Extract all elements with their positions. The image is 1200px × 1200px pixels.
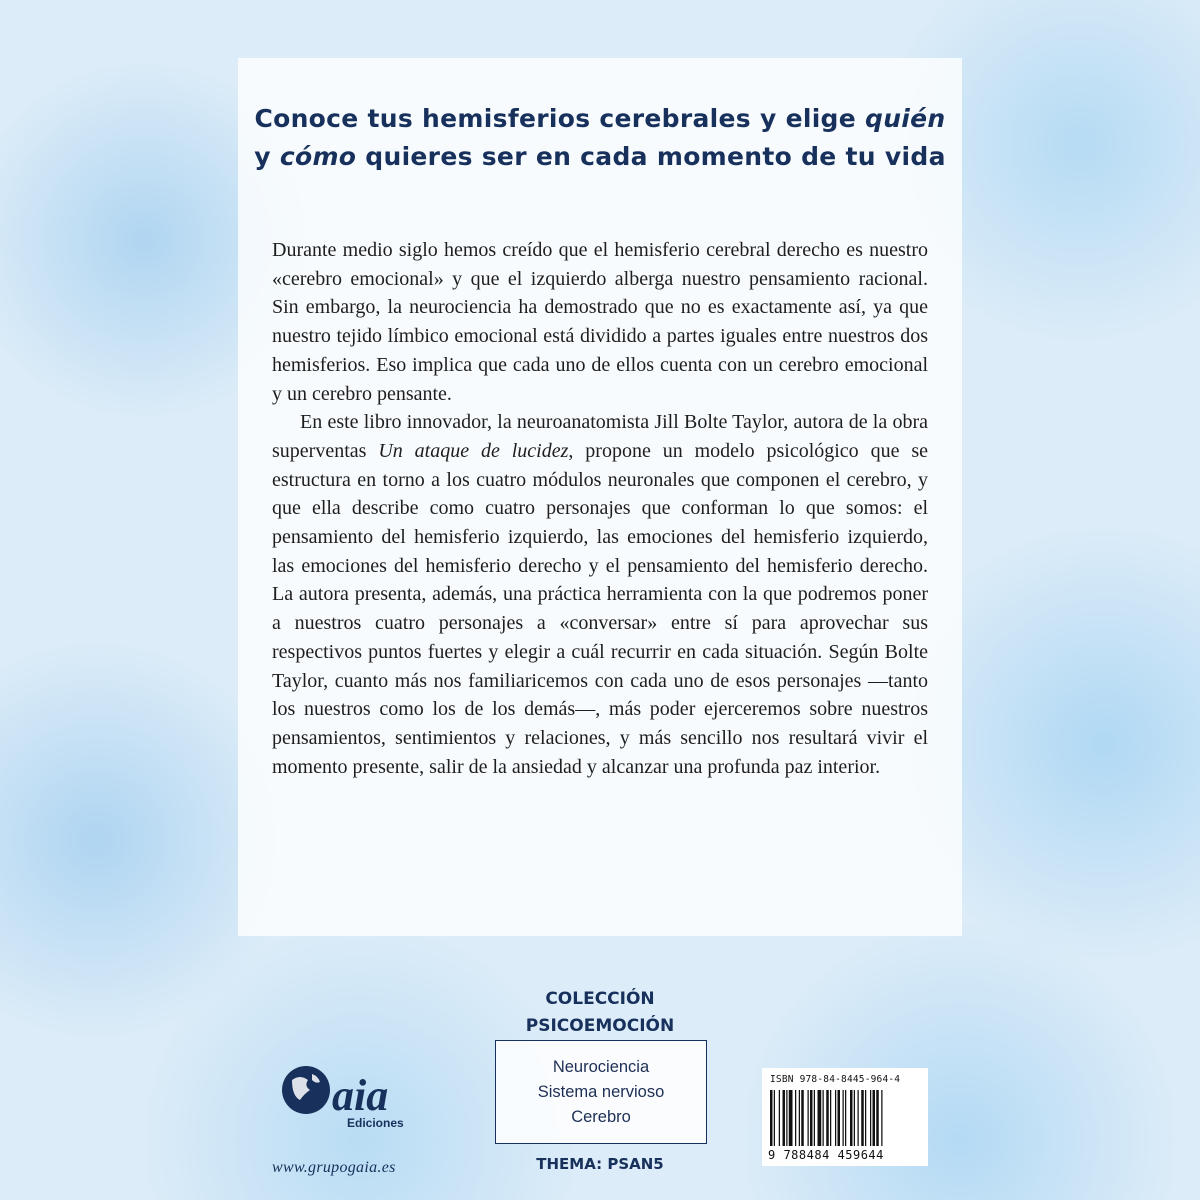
isbn-label: ISBN 978-84-8445-964-4 [770,1074,901,1085]
publisher-logo [272,1060,472,1150]
topic-item: Neurociencia [552,1058,650,1076]
collection-label [480,986,720,1040]
synopsis-p2-end: , propone un modelo psicológico que se estructura en torno a los cuatro módulos neuronales que componen el cerebro, y que ella describe como cuatro personajes que conforman lo que somos: el pensamiento del hemisferio izquierdo, las emociones del hemisferio izquierdo, las emociones del hemisferio derecho y el pensamiento del hemisferio derecho. La autora presenta, además, una práctica herramienta con la que podremos poner a nuestros cuatro personajes a «conversar» entre sí para aprovechar sus respectivos puntos fuertes y elegir a cuál recurrir en cada situación. Según Bolte Taylor, cuanto más nos familiaricemos con cada uno de esos personajes —tanto los nuestros como los de los demás—, más poder ejerceremos sobre nuestros pensamientos, sentimientos y relaciones, y más sencillo nos resultará vivir el momento presente, salir de la ansiedad y alcanzar una profunda paz interior. [272,439,928,778]
gaia-logo-icon [272,1060,472,1120]
headline-emphasis-como: cómo [279,142,357,171]
thema-code: THEMA: PSAN5 [536,1155,664,1173]
barcode-icon [768,1090,922,1148]
headline [238,100,962,176]
topics-box [495,1040,707,1144]
collection-line-2: PSICOEMOCIÓN [525,1016,675,1036]
isbn-digits: 9 788484 459644 [768,1148,884,1162]
headline-emphasis-quien: quién [865,104,946,133]
synopsis [272,236,928,781]
book-title-reference: Un ataque de lucidez [378,439,569,462]
topic-item: Cerebro [571,1108,631,1126]
topic-item: Sistema nervioso [537,1083,665,1101]
headline-line1: Conoce tus hemisferios cerebrales y elige [254,104,866,133]
svg-text:aia: aia [332,1071,389,1120]
synopsis-p2-start: En este libro innovador, la neuroanatomista Jill Bolte Taylor, autora de la obra superventas [272,411,928,462]
collection-line-1: COLECCIÓN [545,989,655,1009]
synopsis-paragraph-2 [272,408,928,781]
headline-line2-start: y [254,142,280,171]
headline-line2-end: quieres ser en cada momento de tu vida [356,142,946,171]
publisher-sub: Ediciones [347,1116,404,1130]
publisher-website: www.grupogaia.es [272,1159,396,1176]
synopsis-paragraph-1: Durante medio siglo hemos creído que el hemisferio cerebral derecho es nuestro «cerebro emocional» y que el izquierdo alberga nuestro pensamiento racional. Sin embargo, la neurociencia ha demostrado que no es exactamente así, ya que nuestro tejido límbico emocional está dividido a partes iguales entre nuestros dos hemisferios. Eso implica que cada uno de ellos cuenta con un cerebro emocional y un cerebro pensante. [272,239,928,405]
isbn-barcode [762,1068,928,1166]
